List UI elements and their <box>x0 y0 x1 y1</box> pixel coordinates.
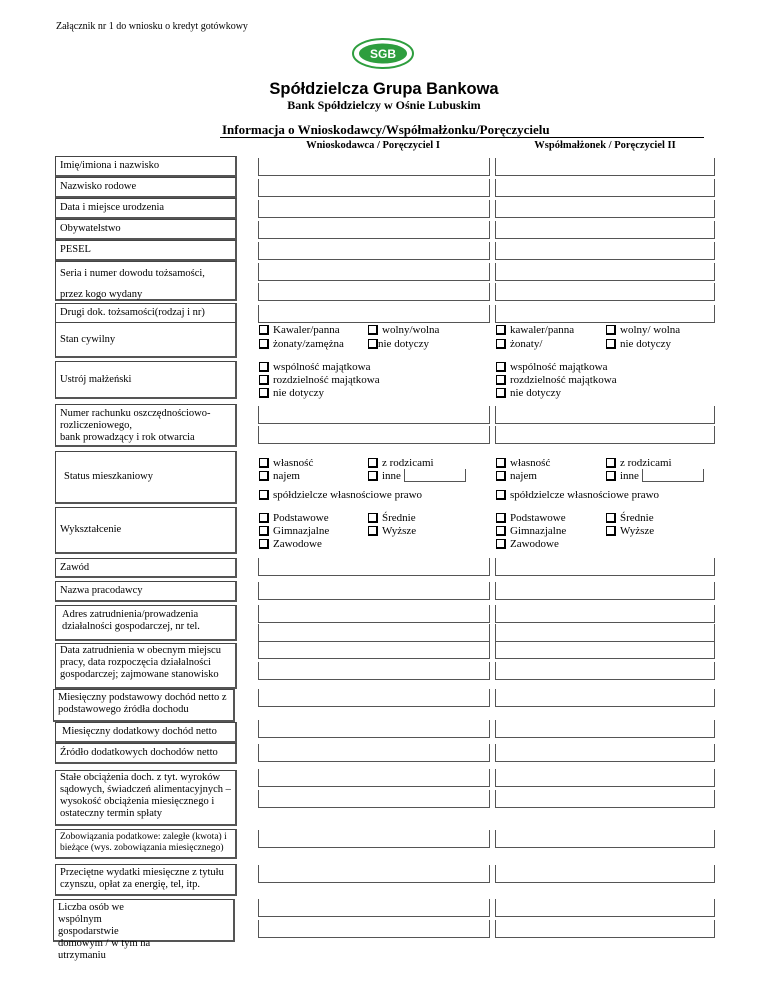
checkbox-other-spouse[interactable] <box>606 471 616 481</box>
applicant-address-input-1[interactable] <box>258 605 490 623</box>
spouse-profession-input[interactable] <box>495 558 715 576</box>
label-base-income: Miesięczny podstawowy dochód netto z podstawowego źródła dochodu <box>53 689 235 722</box>
checkbox-single-spouse[interactable] <box>496 325 506 335</box>
label-property-regime: Ustrój małżeński <box>55 361 237 399</box>
spouse-id-input-2[interactable] <box>495 283 715 301</box>
checkbox-rent-applicant[interactable] <box>259 471 269 481</box>
checkbox-separate-applicant[interactable] <box>259 375 269 385</box>
checkbox-na-spouse[interactable] <box>606 339 616 349</box>
checkbox-parents-applicant[interactable] <box>368 458 378 468</box>
spouse-name-input[interactable] <box>495 158 715 176</box>
option-free-spouse: wolny/ wolna <box>620 324 681 336</box>
applicant-id-input-1[interactable] <box>258 263 490 281</box>
spouse-source-input[interactable] <box>495 744 715 762</box>
option-primary-spouse: Podstawowe <box>510 512 566 524</box>
label-employment-date: Data zatrudnienia w obecnym miejscu pracy, data rozpoczęcia działalności gospodarczej; zajmowane stanowisko <box>55 643 237 689</box>
applicant-other-input[interactable] <box>404 469 466 482</box>
applicant-source-input[interactable] <box>258 744 490 762</box>
option-parents-spouse: z rodzicami <box>620 457 672 469</box>
checkbox-own-spouse[interactable] <box>496 458 506 468</box>
option-joint-spouse: wspólność majątkowa <box>510 361 608 373</box>
applicant-employer-input[interactable] <box>258 582 490 600</box>
applicant-employment-input-1[interactable] <box>258 641 490 659</box>
logo-text: SGB <box>369 47 397 61</box>
applicant-maiden-name-input[interactable] <box>258 179 490 197</box>
label-profession: Zawód <box>55 558 237 578</box>
option-regime-na-spouse: nie dotyczy <box>510 387 562 399</box>
applicant-tax-input[interactable] <box>258 830 490 848</box>
applicant-account-input-1[interactable] <box>258 406 490 424</box>
applicant-citizenship-input[interactable] <box>258 221 490 239</box>
checkbox-gymnasium-applicant[interactable] <box>259 526 269 536</box>
option-secondary: Średnie <box>382 512 416 524</box>
checkbox-primary-applicant[interactable] <box>259 513 269 523</box>
applicant-base-income-input[interactable] <box>258 689 490 707</box>
form-title: Informacja o Wnioskodawcy/Współmałżonku/Poręczycielu <box>222 122 550 137</box>
column-header-spouse: Współmałżonek / Poręczyciel II <box>534 140 676 151</box>
applicant-additional-income-input[interactable] <box>258 720 490 738</box>
checkbox-regime-na-applicant[interactable] <box>259 388 269 398</box>
checkbox-na-applicant[interactable] <box>368 339 378 349</box>
checkbox-married-spouse[interactable] <box>496 339 506 349</box>
option-vocational-spouse: Zawodowe <box>510 538 559 550</box>
option-free: wolny/wolna <box>382 324 440 336</box>
option-own-spouse: własność <box>510 457 551 469</box>
option-not-applicable: nie dotyczy <box>378 338 430 350</box>
label-fixed-charges: Stałe obciążenia doch. z tyt. wyroków sądowych, świadczeń alimentacyjnych – wysokość obciążenia miesięcznego i ostateczny termin spłaty <box>55 770 237 826</box>
spouse-employment-input-1[interactable] <box>495 641 715 659</box>
option-secondary-spouse: Średnie <box>620 512 654 524</box>
applicant-name-input[interactable] <box>258 158 490 176</box>
label-id-document <box>55 261 237 301</box>
checkbox-joint-applicant[interactable] <box>259 362 269 372</box>
label-second-document: Drugi dok. tożsamości(rodzaj i nr) <box>55 303 237 324</box>
label-additional-income: Miesięczny dodatkowy dochód netto <box>55 722 237 743</box>
spouse-id-input-1[interactable] <box>495 263 715 281</box>
spouse-base-income-input[interactable] <box>495 689 715 707</box>
option-married-spouse: żonaty/ <box>510 338 543 350</box>
applicant-charges-input-2[interactable] <box>258 790 490 808</box>
spouse-other-input[interactable] <box>642 469 704 482</box>
option-higher-spouse: Wyższe <box>620 525 655 537</box>
option-single: Kawaler/panna <box>273 324 340 336</box>
option-gymnasium-spouse: Gimnazjalne <box>510 525 567 537</box>
option-primary: Podstawowe <box>273 512 329 524</box>
bank-group-title: Spółdzielcza Grupa Bankowa <box>269 80 499 98</box>
spouse-employment-input-2[interactable] <box>495 662 715 680</box>
applicant-birth-input[interactable] <box>258 200 490 218</box>
label-name: Imię/imiona i nazwisko <box>55 156 237 177</box>
spouse-account-input-1[interactable] <box>495 406 715 424</box>
option-na-spouse: nie dotyczy <box>620 338 672 350</box>
option-rent-spouse: najem <box>510 470 537 482</box>
checkbox-higher-spouse[interactable] <box>606 526 616 536</box>
label-birth-date: Data i miejsce urodzenia <box>55 198 237 219</box>
applicant-pesel-input[interactable] <box>258 242 490 260</box>
checkbox-married-applicant[interactable] <box>259 339 269 349</box>
checkbox-gymnasium-spouse[interactable] <box>496 526 506 536</box>
option-gymnasium: Gimnazjalne <box>273 525 330 537</box>
applicant-employment-input-2[interactable] <box>258 662 490 680</box>
spouse-charges-input-2[interactable] <box>495 790 715 808</box>
label-work-address: Adres zatrudnienia/prowadzenia działalności gospodarczej, nr tel. <box>55 605 237 641</box>
option-vocational: Zawodowe <box>273 538 322 550</box>
option-joint: wspólność majątkowa <box>273 361 371 373</box>
label-tax-liabilities: Zobowiązania podatkowe: zaległe (kwota) i bieżące (wys. zobowiązania miesięcznego) <box>55 829 237 859</box>
applicant-household-input-2[interactable] <box>258 920 490 938</box>
sgb-logo <box>352 38 414 69</box>
label-maiden-name: Nazwisko rodowe <box>55 177 237 198</box>
checkbox-separate-spouse[interactable] <box>496 375 506 385</box>
spouse-birth-input[interactable] <box>495 200 715 218</box>
checkbox-secondary-applicant[interactable] <box>368 513 378 523</box>
spouse-household-input-1[interactable] <box>495 899 715 917</box>
option-other: inne <box>382 470 401 482</box>
label-marital-status: Stan cywilny <box>55 322 237 358</box>
spouse-second-doc-input[interactable] <box>495 305 715 323</box>
checkbox-vocational-spouse[interactable] <box>496 539 506 549</box>
spouse-account-input-2[interactable] <box>495 426 715 444</box>
option-rent: najem <box>273 470 300 482</box>
applicant-account-input-2[interactable] <box>258 426 490 444</box>
title-underline <box>220 137 704 138</box>
annex-note: Załącznik nr 1 do wniosku o kredyt gotówkowy <box>56 21 248 32</box>
checkbox-higher-applicant[interactable] <box>368 526 378 536</box>
applicant-address-input-2[interactable] <box>258 624 490 642</box>
checkbox-single-applicant[interactable] <box>259 325 269 335</box>
option-coop-spouse: spółdzielcze własnościowe prawo <box>510 489 660 501</box>
checkbox-secondary-spouse[interactable] <box>606 513 616 523</box>
checkbox-free-spouse[interactable] <box>606 325 616 335</box>
option-married: żonaty/zamężna <box>273 338 344 350</box>
option-higher: Wyższe <box>382 525 417 537</box>
checkbox-regime-na-spouse[interactable] <box>496 388 506 398</box>
column-header-applicant: Wnioskodawca / Poręczyciel I <box>306 140 440 151</box>
label-household-size: Liczba osób we wspólnym gospodarstwie domowym / w tym na utrzymaniu <box>53 899 235 942</box>
option-parents: z rodzicami <box>382 457 434 469</box>
option-coop: spółdzielcze własnościowe prawo <box>273 489 423 501</box>
spouse-address-input-2[interactable] <box>495 624 715 642</box>
checkbox-coop-spouse[interactable] <box>496 490 506 500</box>
option-separate-spouse: rozdzielność majątkowa <box>510 374 617 386</box>
option-own: własność <box>273 457 314 469</box>
label-bank-account: Numer rachunku oszczędnościowo-rozliczeniowego, bank prowadzący i rok otwarcia <box>55 404 237 447</box>
spouse-pesel-input[interactable] <box>495 242 715 260</box>
label-pesel: PESEL <box>55 240 237 261</box>
spouse-charges-input-1[interactable] <box>495 769 715 787</box>
label-id-line1: Seria i numer dowodu tożsamości, <box>60 268 205 279</box>
option-other-spouse: inne <box>620 470 639 482</box>
applicant-profession-input[interactable] <box>258 558 490 576</box>
checkbox-joint-spouse[interactable] <box>496 362 506 372</box>
option-regime-na: nie dotyczy <box>273 387 325 399</box>
spouse-citizenship-input[interactable] <box>495 221 715 239</box>
applicant-charges-input-1[interactable] <box>258 769 490 787</box>
applicant-second-doc-input[interactable] <box>258 305 490 323</box>
spouse-household-input-2[interactable] <box>495 920 715 938</box>
checkbox-free-applicant[interactable] <box>368 325 378 335</box>
checkbox-parents-spouse[interactable] <box>606 458 616 468</box>
spouse-expenses-input[interactable] <box>495 865 715 883</box>
applicant-expenses-input[interactable] <box>258 865 490 883</box>
checkbox-primary-spouse[interactable] <box>496 513 506 523</box>
label-monthly-expenses: Przeciętne wydatki miesięczne z tytułu czynszu, opłat za energię, tel, itp. <box>55 864 237 896</box>
label-education: Wykształcenie <box>55 507 237 554</box>
applicant-id-input-2[interactable] <box>258 283 490 301</box>
label-housing-status: Status mieszkaniowy <box>55 451 237 504</box>
checkbox-vocational-applicant[interactable] <box>259 539 269 549</box>
label-citizenship: Obywatelstwo <box>55 219 237 240</box>
label-id-line2: przez kogo wydany <box>60 289 143 300</box>
checkbox-other-applicant[interactable] <box>368 471 378 481</box>
spouse-maiden-name-input[interactable] <box>495 179 715 197</box>
checkbox-coop-applicant[interactable] <box>259 490 269 500</box>
checkbox-rent-spouse[interactable] <box>496 471 506 481</box>
spouse-additional-income-input[interactable] <box>495 720 715 738</box>
spouse-tax-input[interactable] <box>495 830 715 848</box>
option-separate: rozdzielność majątkowa <box>273 374 380 386</box>
applicant-household-input-1[interactable] <box>258 899 490 917</box>
spouse-employer-input[interactable] <box>495 582 715 600</box>
checkbox-own-applicant[interactable] <box>259 458 269 468</box>
spouse-address-input-1[interactable] <box>495 605 715 623</box>
label-employer: Nazwa pracodawcy <box>55 581 237 602</box>
bank-name: Bank Spółdzielczy w Ośnie Lubuskim <box>287 98 481 112</box>
label-additional-source: Źródło dodatkowych dochodów netto <box>55 743 237 764</box>
option-single-spouse: kawaler/panna <box>510 324 575 336</box>
